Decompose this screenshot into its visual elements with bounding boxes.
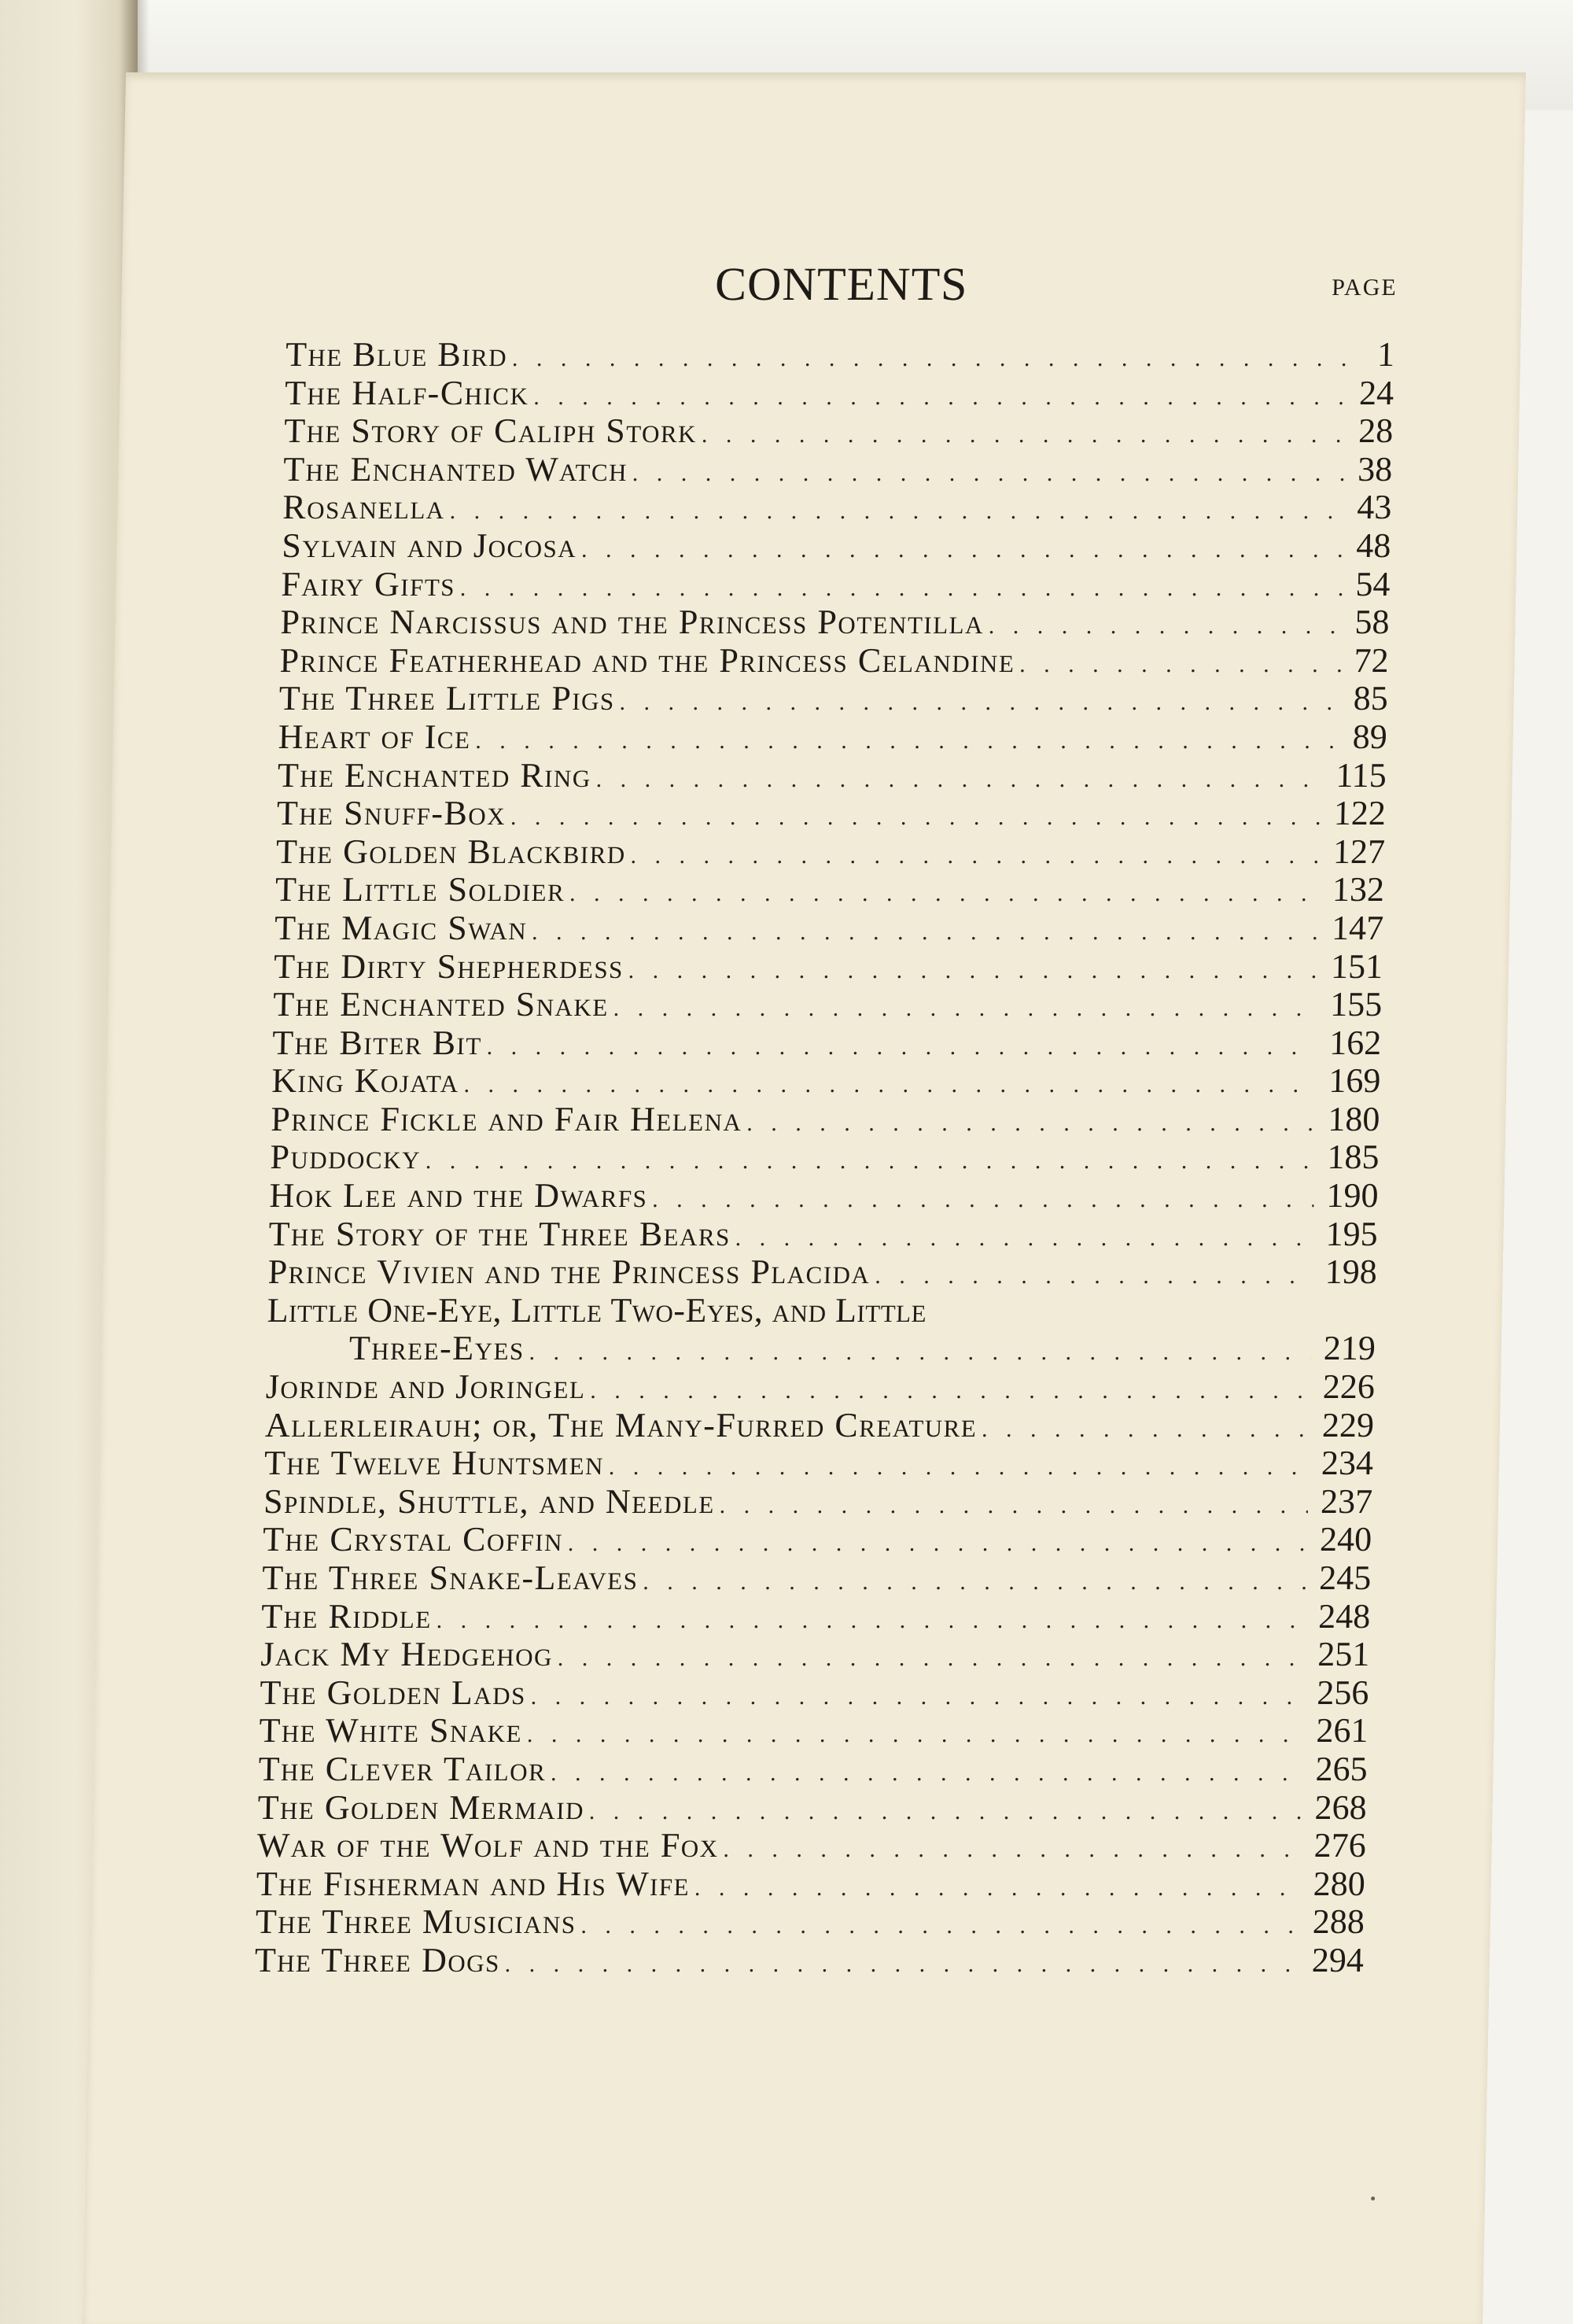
entry-title: Jorinde and Joringel bbox=[265, 1367, 586, 1407]
entry-title: Prince Narcissus and the Princess Potentilla bbox=[280, 603, 985, 642]
dot-leader bbox=[463, 1066, 1317, 1105]
entry-title: The Snuff-Box bbox=[276, 794, 507, 833]
entry-title: The Three Little Pigs bbox=[278, 679, 616, 718]
dot-leader bbox=[590, 1372, 1310, 1411]
dot-leader bbox=[527, 1716, 1304, 1754]
entry-page-number: 24 bbox=[1358, 373, 1394, 412]
entry-page-number: 237 bbox=[1320, 1481, 1373, 1521]
dot-leader bbox=[510, 799, 1322, 837]
entry-page-number: 261 bbox=[1316, 1711, 1369, 1750]
contents-entry bbox=[263, 1521, 1372, 1559]
entry-title: Prince Vivien and the Princess Placida bbox=[267, 1252, 871, 1292]
dot-leader bbox=[512, 340, 1351, 378]
contents-entry bbox=[272, 1024, 1382, 1063]
contents-entry bbox=[262, 1559, 1372, 1598]
dot-leader bbox=[735, 1219, 1313, 1258]
entry-page-number: 288 bbox=[1312, 1902, 1365, 1942]
dot-leader bbox=[425, 1142, 1314, 1181]
contents-entry bbox=[271, 1101, 1380, 1139]
entry-title: Little One-Eye, Little Two-Eyes, and Little bbox=[267, 1290, 927, 1330]
entry-page-number: 48 bbox=[1355, 526, 1391, 565]
dot-leader bbox=[581, 531, 1344, 570]
contents-entry bbox=[268, 1215, 1378, 1254]
entry-title: Puddocky bbox=[270, 1138, 422, 1177]
contents-entry bbox=[263, 1483, 1373, 1522]
entry-page-number: 115 bbox=[1335, 755, 1387, 795]
entry-page-number: 38 bbox=[1357, 449, 1393, 489]
entry-title: Jack My Hedgehog bbox=[260, 1635, 554, 1674]
entry-page-number: 147 bbox=[1331, 908, 1384, 947]
dot-leader bbox=[533, 378, 1347, 417]
contents-entry bbox=[265, 1368, 1375, 1407]
contents-entry bbox=[282, 527, 1391, 566]
entry-page-number: 240 bbox=[1319, 1520, 1372, 1559]
entry-page-number: 43 bbox=[1356, 488, 1392, 527]
entry-page-number: 54 bbox=[1355, 564, 1391, 603]
dot-leader bbox=[580, 1907, 1300, 1946]
contents-entry bbox=[270, 1138, 1380, 1177]
contents-entry bbox=[260, 1674, 1369, 1713]
entry-title: Three-Eyes bbox=[348, 1329, 525, 1368]
entry-title: The Clever Tailor bbox=[258, 1749, 547, 1788]
contents-entry bbox=[273, 986, 1383, 1024]
dot-leader bbox=[702, 416, 1346, 455]
dot-leader bbox=[746, 1105, 1316, 1143]
entry-title: The Story of the Three Bears bbox=[268, 1214, 731, 1253]
page-column-label: PAGE bbox=[1331, 275, 1398, 301]
entry-title: The Enchanted Snake bbox=[272, 985, 610, 1024]
dot-leader bbox=[652, 1181, 1314, 1219]
contents-entry bbox=[282, 489, 1392, 527]
contents-entry bbox=[265, 1407, 1375, 1445]
contents-entry bbox=[278, 680, 1388, 718]
entry-page-number: 195 bbox=[1325, 1214, 1379, 1253]
contents-entry bbox=[254, 1942, 1364, 1980]
dot-leader bbox=[460, 570, 1343, 608]
contents-entry bbox=[257, 1789, 1367, 1828]
entry-page-number: 85 bbox=[1353, 679, 1389, 718]
entry-page-number: 180 bbox=[1327, 1099, 1380, 1138]
entry-title: Heart of Ice bbox=[278, 717, 472, 756]
contents-entry bbox=[274, 948, 1383, 987]
dot-leader bbox=[632, 455, 1345, 493]
dot-leader bbox=[1019, 646, 1342, 684]
dot-leader bbox=[643, 1563, 1307, 1602]
dot-leader bbox=[529, 1334, 1311, 1372]
dot-leader bbox=[504, 1946, 1299, 1984]
entry-page-number: 251 bbox=[1317, 1635, 1370, 1674]
dot-leader bbox=[567, 1525, 1307, 1563]
dot-leader bbox=[988, 607, 1342, 646]
entry-page-number: 132 bbox=[1332, 870, 1385, 909]
dot-leader bbox=[475, 722, 1340, 761]
entry-page-number: 219 bbox=[1323, 1329, 1376, 1368]
entry-page-number: 1 bbox=[1376, 335, 1395, 374]
contents-entry bbox=[256, 1865, 1365, 1904]
dot-leader bbox=[619, 684, 1341, 722]
dot-leader bbox=[530, 1678, 1305, 1717]
entry-title: The Golden Blackbird bbox=[275, 832, 627, 871]
dot-leader bbox=[723, 1831, 1302, 1869]
dot-leader bbox=[613, 990, 1317, 1028]
entry-page-number: 127 bbox=[1332, 832, 1386, 871]
contents-entry bbox=[271, 1062, 1381, 1101]
entry-page-number: 265 bbox=[1315, 1749, 1369, 1788]
entry-page-number: 248 bbox=[1317, 1596, 1371, 1636]
entry-title: The Riddle bbox=[260, 1596, 433, 1636]
entry-title: The Story of Caliph Stork bbox=[283, 411, 698, 451]
entry-title: The Dirty Shepherdess bbox=[273, 946, 624, 986]
dot-leader bbox=[449, 492, 1344, 531]
entry-page-number: 169 bbox=[1328, 1061, 1381, 1101]
contents-entry bbox=[285, 336, 1395, 374]
contents-title: CONTENTS bbox=[714, 258, 969, 310]
dot-leader bbox=[719, 1487, 1308, 1525]
entry-title: Spindle, Shuttle, and Needle bbox=[263, 1481, 716, 1521]
contents-entry bbox=[275, 871, 1385, 909]
dot-leader bbox=[608, 1448, 1309, 1487]
paper-speck bbox=[1371, 2197, 1375, 2200]
entry-page-number: 162 bbox=[1328, 1023, 1382, 1062]
contents-entry bbox=[284, 412, 1394, 451]
entry-title: The Crystal Coffin bbox=[262, 1520, 564, 1559]
entry-page-number: 151 bbox=[1330, 946, 1383, 986]
entry-page-number: 155 bbox=[1329, 985, 1383, 1024]
dot-leader bbox=[595, 761, 1324, 799]
dot-leader bbox=[436, 1602, 1306, 1640]
dot-leader bbox=[694, 1869, 1302, 1908]
contents-list bbox=[254, 336, 1394, 1980]
entry-title: The Little Soldier bbox=[274, 870, 565, 909]
entry-page-number: 198 bbox=[1324, 1252, 1378, 1292]
entry-title: The Blue Bird bbox=[285, 335, 508, 374]
contents-entry bbox=[269, 1177, 1379, 1215]
contents-entry bbox=[283, 451, 1393, 489]
entry-title: The Fisherman and His Wife bbox=[256, 1864, 691, 1903]
entry-title: Fairy Gifts bbox=[281, 564, 456, 603]
contents-entry bbox=[281, 566, 1391, 604]
entry-title: Rosanella bbox=[282, 488, 446, 527]
dot-leader bbox=[532, 913, 1320, 952]
entry-title: The Biter Bit bbox=[271, 1023, 483, 1062]
entry-page-number: 226 bbox=[1322, 1367, 1376, 1407]
dot-leader bbox=[982, 1411, 1310, 1449]
entry-title: Prince Fickle and Fair Helena bbox=[270, 1099, 743, 1138]
contents-entry bbox=[285, 374, 1394, 413]
contents-entry bbox=[266, 1330, 1376, 1368]
dot-leader bbox=[486, 1028, 1317, 1067]
entry-page-number: 294 bbox=[1311, 1940, 1365, 1979]
entry-page-number: 190 bbox=[1326, 1176, 1380, 1215]
entry-page-number: 72 bbox=[1354, 640, 1390, 680]
dot-leader bbox=[628, 952, 1318, 990]
dot-leader bbox=[569, 875, 1321, 913]
contents-entry bbox=[277, 757, 1387, 795]
contents-entry bbox=[278, 718, 1387, 757]
entry-title: The Three Musicians bbox=[255, 1902, 577, 1942]
entry-page-number: 276 bbox=[1313, 1826, 1367, 1865]
entry-title: The Enchanted Watch bbox=[282, 449, 628, 489]
entry-title: The Three Snake-Leaves bbox=[261, 1559, 639, 1597]
entry-page-number: 122 bbox=[1333, 794, 1387, 833]
entry-page-number: 234 bbox=[1321, 1444, 1374, 1483]
dot-leader bbox=[589, 1793, 1303, 1832]
dot-leader bbox=[557, 1640, 1305, 1678]
entry-title: The Three Dogs bbox=[254, 1940, 501, 1979]
entry-title: The Golden Lads bbox=[259, 1673, 527, 1712]
entry-page-number: 58 bbox=[1354, 603, 1391, 642]
entry-page-number: 185 bbox=[1327, 1138, 1380, 1177]
entry-page-number: 245 bbox=[1318, 1559, 1372, 1597]
dot-leader bbox=[875, 1257, 1313, 1296]
contents-entry bbox=[276, 833, 1386, 872]
contents-entry bbox=[258, 1750, 1368, 1789]
contents-entry bbox=[261, 1598, 1371, 1636]
entry-title: Hok Lee and the Dwarfs bbox=[269, 1176, 648, 1215]
contents-entry bbox=[274, 909, 1384, 948]
contents-entry bbox=[260, 1636, 1370, 1674]
entry-title: The Golden Mermaid bbox=[257, 1787, 585, 1827]
dot-leader bbox=[551, 1754, 1303, 1793]
table-of-contents bbox=[254, 72, 1400, 1980]
entry-title: The Magic Swan bbox=[274, 908, 528, 947]
contents-entry bbox=[267, 1253, 1377, 1292]
contents-entry bbox=[267, 1292, 1376, 1330]
contents-entry bbox=[256, 1827, 1366, 1865]
entry-page-number: 256 bbox=[1316, 1673, 1369, 1712]
book-page bbox=[83, 72, 1526, 2324]
contents-entry bbox=[280, 603, 1390, 642]
entry-page-number: 280 bbox=[1313, 1864, 1366, 1903]
entry-page-number: 229 bbox=[1321, 1405, 1375, 1444]
entry-title: The Half-Chick bbox=[284, 373, 529, 412]
contents-entry bbox=[276, 795, 1386, 833]
entry-title: Sylvain and Jocosa bbox=[281, 526, 577, 565]
contents-entry bbox=[259, 1712, 1369, 1750]
contents-entry bbox=[279, 642, 1389, 681]
contents-entry bbox=[264, 1444, 1374, 1483]
entry-title: King Kojata bbox=[271, 1061, 460, 1101]
entry-title: The White Snake bbox=[259, 1711, 523, 1750]
entry-title: Allerleirauh; or, The Many-Furred Creature bbox=[264, 1405, 978, 1444]
entry-page-number: 28 bbox=[1357, 411, 1394, 451]
entry-title: War of the Wolf and the Fox bbox=[256, 1826, 720, 1865]
dot-leader bbox=[630, 837, 1321, 876]
entry-title: The Enchanted Ring bbox=[277, 755, 592, 795]
entry-page-number: 89 bbox=[1352, 717, 1388, 756]
contents-entry bbox=[255, 1903, 1365, 1942]
contents-header bbox=[286, 257, 1397, 336]
entry-title: The Twelve Huntsmen bbox=[263, 1444, 605, 1483]
entry-page-number: 268 bbox=[1314, 1787, 1368, 1827]
entry-title: Prince Featherhead and the Princess Celandine bbox=[279, 640, 1015, 680]
